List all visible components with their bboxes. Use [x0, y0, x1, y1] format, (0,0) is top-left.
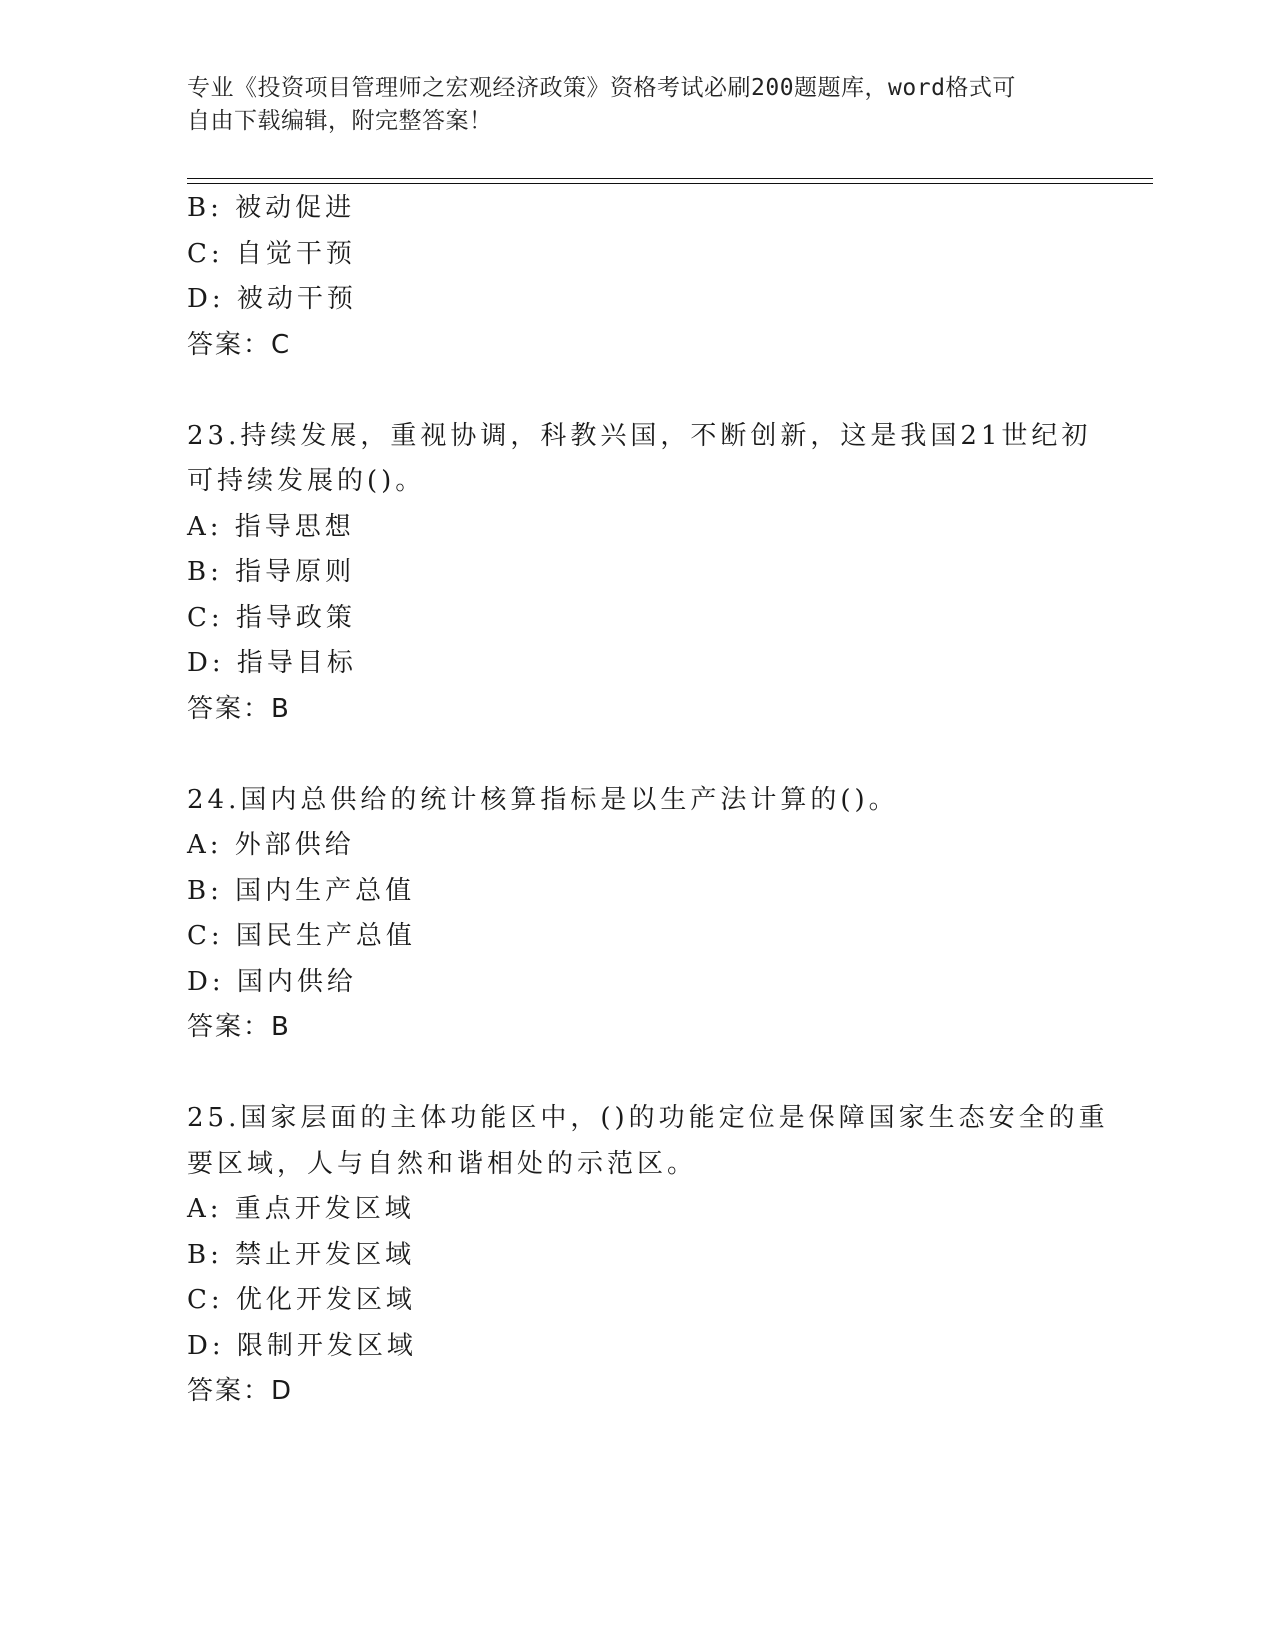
- question-25: [187, 1096, 1109, 1415]
- header-line-1: 专业《投资项目管理师之宏观经济政策》资格考试必刷200题题库，word格式可: [187, 75, 1016, 101]
- option-b: B: 被动促进: [187, 193, 356, 223]
- question-text-line-2: 要区域，人与自然和谐相处的示范区。: [187, 1148, 698, 1179]
- option-d: D: 限制开发区域: [187, 1330, 417, 1361]
- question-list: [187, 186, 1109, 1415]
- answer: 答案：B: [187, 1012, 291, 1042]
- option-a: A: 重点开发区域: [187, 1194, 415, 1224]
- question-text-line-1: 25.国家层面的主体功能区中，()的功能定位是保障国家生态安全的重: [187, 1103, 1109, 1133]
- question-text-line-1: 23.持续发展，重视协调，科教兴国，不断创新，这是我国21世纪初: [187, 420, 1092, 451]
- question-22: [187, 186, 1087, 368]
- question-text-line-2: 可持续发展的()。: [187, 466, 426, 496]
- question-23: [187, 414, 1092, 733]
- spacer: [187, 732, 1087, 778]
- option-a: A: 外部供给: [187, 830, 355, 860]
- option-a: A: 指导思想: [187, 511, 355, 542]
- option-b: B: 国内生产总值: [187, 875, 416, 906]
- option-d: D: 国内供给: [187, 966, 357, 997]
- answer: 答案：C: [187, 329, 292, 360]
- answer: 答案：B: [187, 693, 291, 724]
- option-b: B: 指导原则: [187, 557, 356, 587]
- question-text-line-1: 24.国内总供给的统计核算指标是以生产法计算的()。: [187, 784, 899, 815]
- answer: 答案：D: [187, 1376, 294, 1406]
- question-24: [187, 778, 1087, 1051]
- option-d: D: 被动干预: [187, 284, 357, 314]
- header-divider-top: [187, 178, 1153, 179]
- spacer: [187, 1051, 1087, 1097]
- option-c: C: 指导政策: [187, 602, 356, 633]
- header-divider-bottom: [187, 183, 1153, 184]
- option-b: B: 禁止开发区域: [187, 1239, 416, 1270]
- option-c: C: 优化开发区域: [187, 1285, 416, 1315]
- page-header: [187, 72, 1087, 138]
- spacer: [187, 368, 1087, 414]
- option-c: C: 自觉干预: [187, 238, 356, 269]
- header-line-2: 自由下载编辑，附完整答案！: [187, 108, 493, 134]
- option-c: C: 国民生产总值: [187, 921, 416, 951]
- option-d: D: 指导目标: [187, 648, 357, 678]
